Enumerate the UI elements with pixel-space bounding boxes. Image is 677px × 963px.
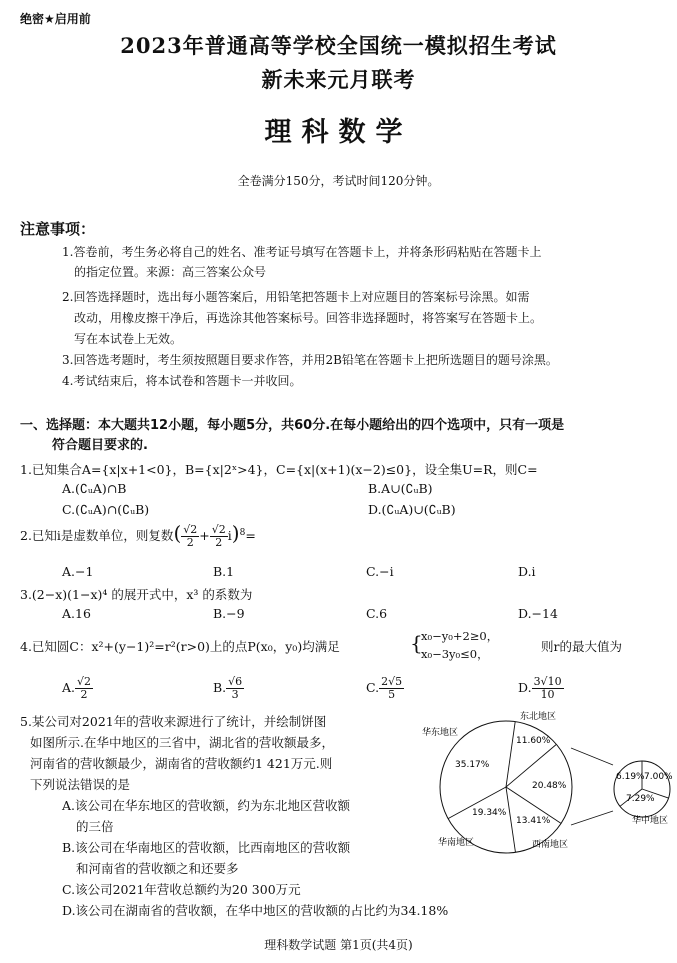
central-region-sub-pie bbox=[614, 761, 670, 817]
frac-denominator: 5 bbox=[388, 688, 396, 701]
pct-sub-1: 6.19% bbox=[616, 772, 645, 782]
equals-sign: = bbox=[245, 528, 256, 544]
power: 8 bbox=[239, 528, 246, 538]
label-east: 华东地区 bbox=[422, 728, 459, 738]
frac-denominator: 2 bbox=[215, 536, 223, 550]
connector-line bbox=[571, 748, 613, 765]
fraction bbox=[532, 676, 564, 701]
q4-option-b bbox=[213, 676, 244, 701]
imag-unit: i bbox=[227, 528, 232, 544]
q1-option-d: D.(∁ᵤA)∪(∁ᵤB) bbox=[368, 502, 456, 517]
section-heading-cont: 符合题目要求的. bbox=[52, 438, 148, 453]
q5-option-b-cont: 和河南省的营收额之和还要多 bbox=[76, 861, 239, 876]
pct-sub-2: 7.00% bbox=[644, 772, 673, 782]
frac-numerator: √2 bbox=[211, 523, 226, 537]
paren-open: ( bbox=[173, 521, 182, 546]
q5-option-c: C.该公司2021年营收总额约为20 300万元 bbox=[62, 882, 301, 897]
q3-option-a: A.16 bbox=[62, 606, 91, 621]
pct-northeast: 11.60% bbox=[516, 736, 551, 746]
q3-option-d: D.−14 bbox=[518, 606, 558, 621]
note-line: 3.回答选考题时，考生须按照题目要求作答，并用2B铅笔在答题卡上把所选题目的题号涂黑。 bbox=[62, 353, 558, 367]
note-line: 2.回答选择题时，选出每小题答案后，用铅笔把答题卡上对应题目的答案标号涂黑。如需 bbox=[62, 290, 530, 304]
connector-line bbox=[571, 811, 613, 825]
plus-sign: + bbox=[199, 528, 210, 544]
frac-numerator: √2 bbox=[183, 523, 198, 537]
q4-inequality-1: x₀−y₀+2≥0， bbox=[421, 629, 499, 643]
q4-option-c bbox=[366, 676, 404, 701]
q5-option-a-cont: 的三倍 bbox=[76, 819, 114, 834]
option-label: D. bbox=[518, 680, 532, 695]
q2-stem-text: 2.已知i是虚数单位，则复数 bbox=[20, 528, 174, 544]
label-northeast: 东北地区 bbox=[520, 712, 557, 722]
q4-stem: 4.已知圆C：x²+(y−1)²=r²(r>0)上的点P(x₀，y₀)均满足 bbox=[20, 639, 340, 654]
q1-option-a: A.(∁ᵤA)∩B bbox=[62, 481, 127, 496]
section-heading: 一、选择题：本大题共12小题，每小题5分，共60分.在每小题给出的四个选项中，只有一项是 bbox=[20, 418, 565, 433]
option-label: B. bbox=[213, 680, 227, 695]
frac-numerator: 2√5 bbox=[381, 675, 403, 688]
frac-denominator: 10 bbox=[540, 688, 555, 701]
q5-stem-line: 5.某公司对2021年的营收来源进行了统计，并绘制饼图 bbox=[20, 714, 327, 729]
label-southwest: 西南地区 bbox=[532, 840, 569, 850]
pct-central: 20.48% bbox=[532, 781, 567, 791]
q3-stem: 3.(2−x)(1−x)⁴ 的展开式中，x³ 的系数为 bbox=[20, 587, 253, 602]
pct-east: 35.17% bbox=[455, 760, 490, 770]
q2-option-b: B.1 bbox=[213, 564, 235, 579]
frac-numerator: √2 bbox=[77, 675, 92, 688]
q5-stem-line: 如图所示.在华中地区的三省中，湖北省的营收额最多， bbox=[30, 735, 334, 750]
frac-denominator: 2 bbox=[186, 536, 194, 550]
frac-denominator: 3 bbox=[231, 688, 239, 701]
q1-option-c: C.(∁ᵤA)∩(∁ᵤB) bbox=[62, 502, 150, 517]
q2-option-c: C.−i bbox=[366, 564, 394, 579]
q5-stem-line: 河南省的营收额最少，湖南省的营收额约1 421万元.则 bbox=[30, 756, 333, 771]
brace: { bbox=[410, 631, 423, 655]
frac-numerator: √6 bbox=[228, 675, 243, 688]
q5-option-a: A.该公司在华东地区的营收额，约为东北地区营收额 bbox=[62, 798, 351, 813]
fraction bbox=[75, 676, 93, 701]
frac-denominator: 2 bbox=[80, 688, 88, 701]
q5-stem-line: 下列说法错误的是 bbox=[30, 777, 131, 792]
q2-fraction bbox=[210, 524, 228, 549]
option-label: A. bbox=[62, 680, 76, 695]
exam-subtitle: 新未来元月联考 bbox=[261, 67, 416, 92]
fraction bbox=[226, 676, 244, 701]
pct-south: 19.34% bbox=[472, 808, 507, 818]
label-central: 华中地区 bbox=[632, 816, 669, 826]
q5-option-d: D.该公司在湖南省的营收额，在华中地区的营收额的占比约为34.18% bbox=[62, 903, 449, 918]
revenue-pie-chart bbox=[420, 705, 677, 865]
q3-option-b: B.−9 bbox=[213, 606, 245, 621]
q4-stem-end: 则r的最大值为 bbox=[541, 639, 622, 654]
q1-option-b: B.A∪(∁ᵤB) bbox=[368, 481, 433, 496]
option-label: C. bbox=[366, 680, 380, 695]
q5-option-b: B.该公司在华南地区的营收额，比西南地区的营收额 bbox=[62, 840, 351, 855]
note-line: 的指定位置。来源：高三答案公众号 bbox=[74, 265, 267, 279]
q3-option-c: C.6 bbox=[366, 606, 388, 621]
label-south: 华南地区 bbox=[438, 838, 475, 848]
note-line: 写在本试卷上无效。 bbox=[74, 332, 183, 346]
note-line: 4.考试结束后，将本试卷和答题卡一并收回。 bbox=[62, 374, 302, 388]
q4-option-a bbox=[62, 676, 93, 701]
q2-option-d: D.i bbox=[518, 564, 536, 579]
fraction bbox=[379, 676, 404, 701]
q4-option-d bbox=[518, 676, 564, 701]
subject-title: 理科数学 bbox=[264, 117, 413, 148]
pct-southwest: 13.41% bbox=[516, 816, 551, 826]
q2-option-a: A.−1 bbox=[62, 564, 94, 579]
notes-heading: 注意事项： bbox=[20, 220, 96, 238]
q4-inequality-2: x₀−3y₀≤0， bbox=[421, 647, 489, 661]
full-score-info: 全卷满分150分，考试时间120分钟。 bbox=[237, 174, 440, 188]
page-footer: 理科数学试题 第1页(共4页) bbox=[264, 938, 413, 952]
q2-fraction bbox=[181, 524, 199, 549]
q1-stem: 1.已知集合A={x|x+1<0}，B={x|2ˣ>4}，C={x|(x+1)(x−2)≤0}，设全集U=R，则C= bbox=[20, 462, 538, 477]
note-line: 改动，用橡皮擦干净后，再选涂其他答案标号。回答非选择题时，将答案写在答题卡上。 bbox=[74, 311, 543, 325]
paren-close: ) bbox=[231, 521, 240, 546]
exam-title: 2023年普通高等学校全国统一模拟招生考试 bbox=[120, 33, 557, 58]
frac-numerator: 3√10 bbox=[533, 675, 562, 688]
q2-stem bbox=[20, 523, 256, 549]
note-line: 1.答卷前，考生务必将自己的姓名、准考证号填写在答题卡上，并将条形码粘贴在答题卡上 bbox=[62, 245, 542, 259]
secret-label: 绝密★启用前 bbox=[20, 12, 91, 26]
pct-sub-3: 7.29% bbox=[626, 794, 655, 804]
